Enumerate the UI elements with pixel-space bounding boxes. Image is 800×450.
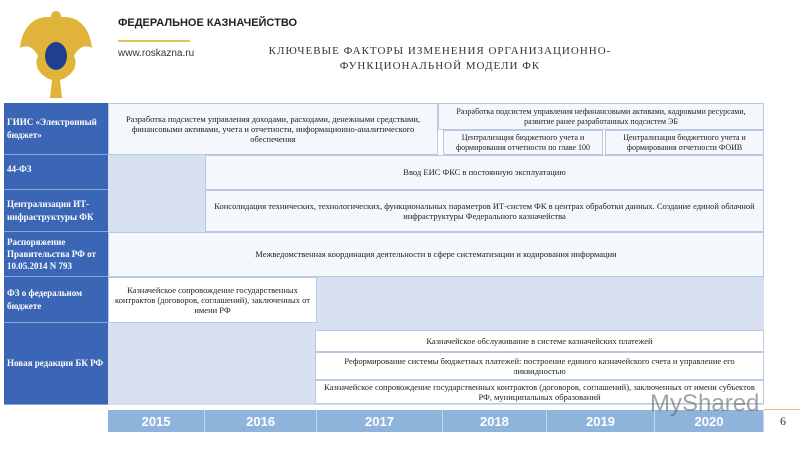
empty-filler <box>317 277 764 323</box>
cell-giis-right: Разработка подсистем управления нефинансовыми активами, кадровыми ресурсами, развитие ранее разработанных подсистем ЭБ <box>438 103 764 130</box>
row-label-44fz: 44-ФЗ <box>4 155 108 190</box>
page-number: 6 <box>780 414 786 428</box>
accent-line <box>764 409 800 410</box>
cell-it: Консолидация технических, технологических, функциональных параметров ИТ-систем ФК в центрах обработки данных. Создание единой облачной инфраструктуры Федерального казначейства <box>205 190 764 232</box>
year-2018: 2018 <box>443 410 547 432</box>
year-2019: 2019 <box>547 410 655 432</box>
row-label-fz-budget: ФЗ о федеральном бюджете <box>4 277 108 323</box>
cell-rasp: Межведомственная координация деятельности в сфере систематизации и кодирования информации <box>108 232 764 277</box>
row-label-giis: ГИИС «Электронный бюджет» <box>4 103 108 155</box>
emblem-logo <box>14 8 98 100</box>
empty-2015-filler <box>108 155 205 232</box>
cell-bk-1: Казначейское обслуживание в системе казначейских платежей <box>315 330 764 352</box>
year-2020: 2020 <box>655 410 764 432</box>
site-url[interactable]: www.roskazna.ru <box>118 48 195 59</box>
divider <box>118 40 190 42</box>
cell-giis-foiv: Централизация бюджетного учета и формирования отчетности ФОИВ <box>605 130 764 155</box>
year-2017: 2017 <box>317 410 443 432</box>
row-label-rasp: Распоряжение Правительства РФ от 10.05.2014 N 793 <box>4 232 108 277</box>
row-label-bk: Новая редакция БК РФ <box>4 323 108 405</box>
slide-title <box>230 44 650 74</box>
row-label-it: Централизация ИТ-инфраструктуры ФК <box>4 190 108 232</box>
cell-44fz: Ввод ЕИС ФКС в постоянную эксплуатацию <box>205 155 764 190</box>
year-2015: 2015 <box>108 410 205 432</box>
cell-giis-main: Разработка подсистем управления доходами, расходами, денежными средствами, финансовыми активами, учета и отчетности, информационно-аналитического обеспечения <box>108 103 438 155</box>
org-name: ФЕДЕРАЛЬНОЕ КАЗНАЧЕЙСТВО <box>118 17 298 29</box>
cell-giis-ch100: Централизация бюджетного учета и формирования отчетности по главе 100 <box>443 130 603 155</box>
title-line-1: КЛЮЧЕВЫЕ ФАКТОРЫ ИЗМЕНЕНИЯ ОРГАНИЗАЦИОННО- <box>268 45 612 57</box>
cell-bk-2: Реформирование системы бюджетных платежей: построение единого казначейского счета и управление его ликвидностью <box>315 352 764 380</box>
cell-fz-budget: Казначейское сопровождение государственных контрактов (договоров, соглашений), заключенных от имени РФ <box>108 277 317 323</box>
cell-bk-3: Казначейское сопровождение государственных контрактов (договоров, соглашений), заключенных от имени субъектов РФ, муниципальных образований <box>315 380 764 404</box>
watermark: MyShared <box>650 390 760 417</box>
year-2016: 2016 <box>205 410 317 432</box>
title-line-2: ФУНКЦИОНАЛЬНОЙ МОДЕЛИ ФК <box>339 59 541 72</box>
